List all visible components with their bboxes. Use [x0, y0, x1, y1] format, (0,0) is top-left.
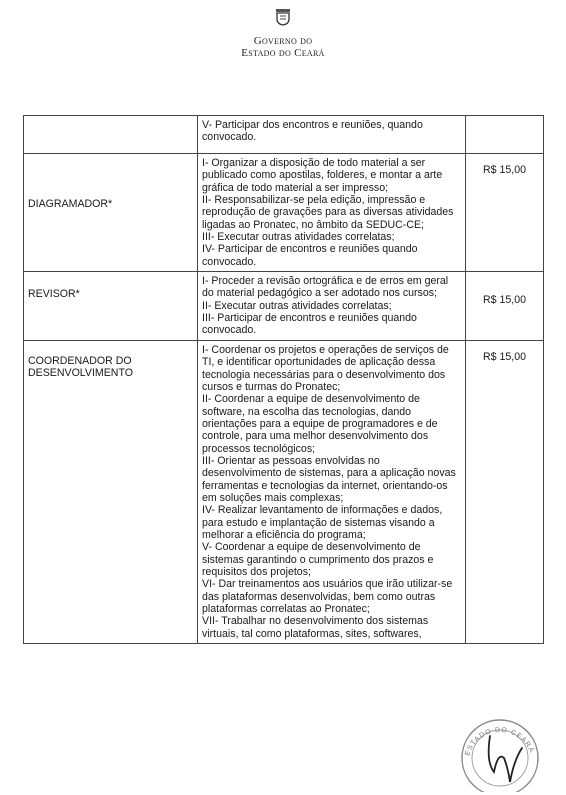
duty-line: VII- Trabalhar no desenvolvimento dos sistemas virtuais, tal como plataformas, sites, softwares, [202, 615, 429, 640]
duty-line: I- Proceder a revisão ortográfica e de erros em geral do material pedagógico a ser adotado nos cursos; [202, 275, 449, 300]
government-title: Governo do [253, 35, 313, 47]
duty-line: VI- Dar treinamentos aos usuários que irão utilizar-se das plataformas desenvolvidas, bem como outras plataformas correlatas ao Pronatec; [202, 578, 453, 616]
duty-line: III- Participar de encontros e reuniões quando convocado. [202, 312, 417, 337]
letterhead [0, 8, 566, 59]
price-cell: R$ 15,00 [466, 272, 544, 341]
table-row [24, 272, 544, 341]
role-cell [24, 116, 198, 154]
roles-table [23, 115, 544, 644]
duty-line: III- Orientar as pessoas envolvidas no desenvolvimento de sistemas, para a aplicação novas ferramentas e tecnologias da internet, orientando-os em soluções mais complexas; [202, 454, 456, 504]
duty-line: I- Organizar a disposição de todo material a ser publicado como apostilas, folderes, e montar a arte gráfica de todo material a ser impresso; [202, 157, 443, 194]
duties-cell [198, 154, 466, 272]
duty-line: I- Coordenar os projetos e operações de serviços de TI, e identificar oportunidades de aplicação dessa tecnologia necessárias para o desenvolvimento dos cursos e turmas do Pronatec; [202, 343, 449, 393]
duties-cell [198, 272, 466, 341]
table-row [24, 340, 544, 643]
price-cell [466, 116, 544, 154]
price-cell: R$ 15,00 [466, 340, 544, 643]
duty-line: III- Executar outras atividades correlatas; [202, 231, 395, 244]
duty-line: II- Coordenar a equipe de desenvolvimento de software, na escolha das tecnologias, dando orientações para a equipe de programadores e de controle, para uma melhor desenvolvimento dos processos tecnológicos; [202, 393, 438, 455]
duty-line: V- Coordenar a equipe de desenvolvimento de sistemas garantindo o cumprimento dos prazos e requisitos dos projetos; [202, 541, 434, 578]
table-row [24, 154, 544, 272]
role-cell: DIAGRAMADOR* [24, 154, 198, 272]
duty-line: II- Responsabilizar-se pela edição, impressão e reprodução de gravações para as diversas atividades ligadas ao Pronatec, no âmbito da SEDUC-CE; [202, 194, 454, 231]
duty-line: IV- Realizar levantamento de informações e dados, para estudo e implantação de sistemas visando a melhorar a eficiência do programa; [202, 504, 443, 541]
state-title: Estado do Ceará [241, 47, 325, 59]
svg-text:ESTADO DO CEARÁ [464, 727, 537, 757]
duties-cell [198, 340, 466, 643]
duty-line: IV- Participar de encontros e reuniões quando convocado. [202, 243, 418, 268]
duties-cell [198, 116, 466, 154]
role-cell: REVISOR* [24, 272, 198, 341]
role-cell: COORDENADOR DO DESENVOLVIMENTO [24, 340, 198, 643]
table-row [24, 116, 544, 154]
price-cell: R$ 15,00 [466, 154, 544, 272]
duty-line: II- Executar outras atividades correlatas; [202, 299, 392, 312]
coat-of-arms-icon [274, 8, 292, 26]
seal-stamp-icon [456, 712, 544, 792]
duty-line: V- Participar dos encontros e reuniões, quando convocado. [202, 119, 423, 144]
seal-text: ESTADO DO CEARÁ [464, 726, 535, 757]
